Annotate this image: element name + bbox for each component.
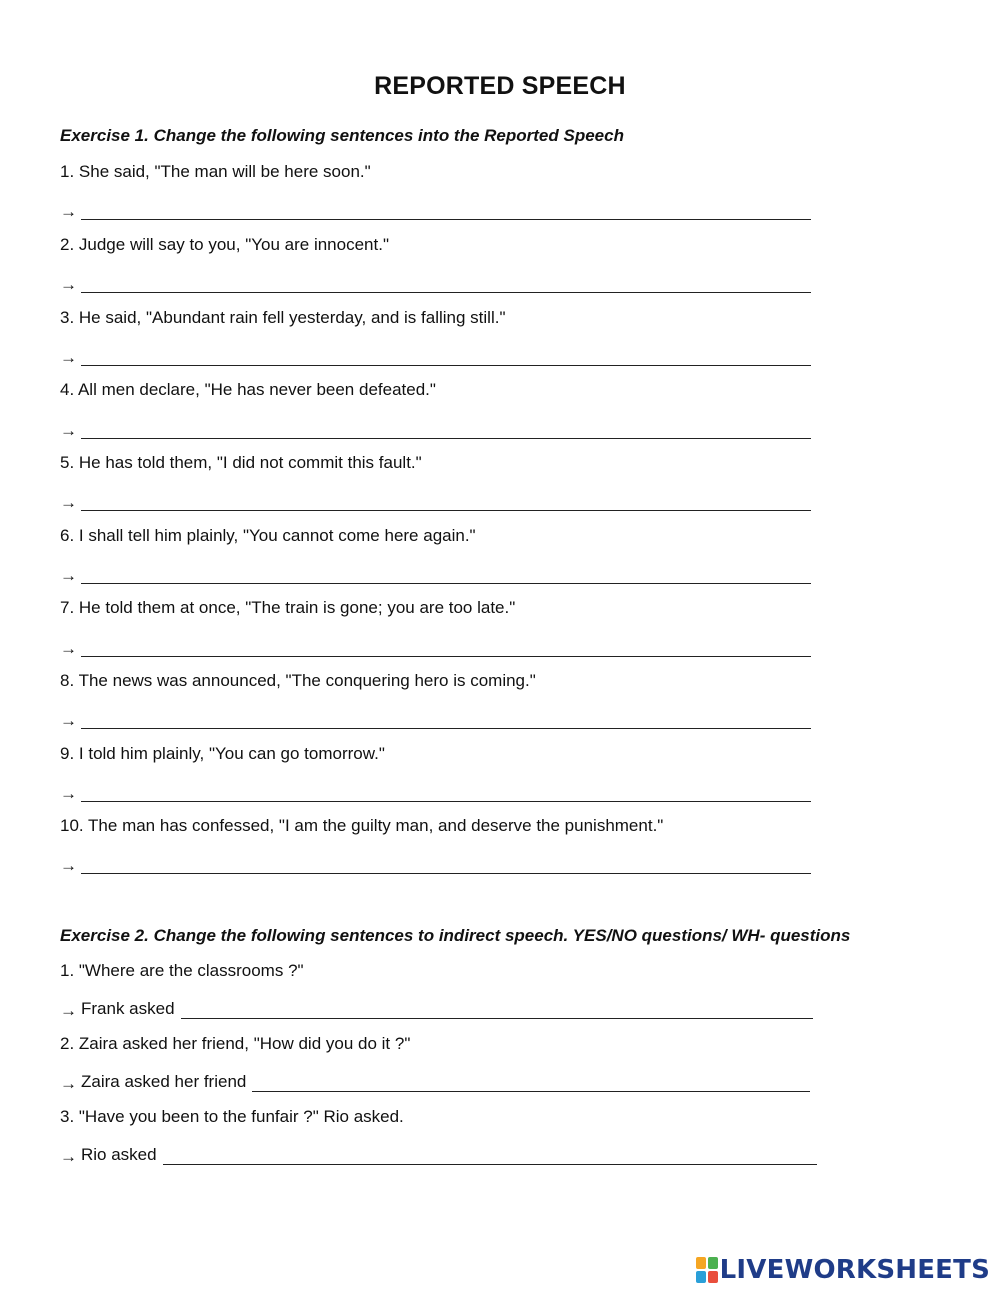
answer-blank-3[interactable] xyxy=(81,349,811,366)
arrow-icon: → xyxy=(60,856,77,875)
exercise-1-answer-row-4 xyxy=(60,417,811,439)
arrow-icon: → xyxy=(60,784,77,803)
exercise-1-answer-row-9 xyxy=(60,780,811,802)
arrow-icon: → xyxy=(60,493,77,512)
exercise-1-question-7: 7. He told them at once, "The train is gone; you are too late." xyxy=(60,598,516,617)
exercise-1-question-9: 9. I told him plainly, "You can go tomorrow." xyxy=(60,744,385,763)
exercise-2-heading: Exercise 2. Change the following sentences to indirect speech. YES/NO questions/ WH- questions xyxy=(60,926,851,945)
exercise-1-question-6: 6. I shall tell him plainly, "You cannot come here again." xyxy=(60,526,476,545)
answer-blank-9[interactable] xyxy=(81,785,811,802)
answer-blank-8[interactable] xyxy=(81,712,811,729)
arrow-icon: → xyxy=(60,202,77,221)
answer-blank-6[interactable] xyxy=(81,567,811,584)
exercise-2-answer-row-2 xyxy=(60,1070,810,1092)
answer-blank-10[interactable] xyxy=(81,857,811,874)
answer-blank-2-3[interactable] xyxy=(163,1148,817,1165)
exercise-1-question-4: 4. All men declare, "He has never been defeated." xyxy=(60,380,436,399)
answer-blank-2-1[interactable] xyxy=(181,1002,813,1019)
arrow-icon: → xyxy=(60,1074,77,1093)
exercise-2-question-1: 1. "Where are the classrooms ?" xyxy=(60,961,304,980)
arrow-icon: → xyxy=(60,1001,77,1020)
exercise-1-question-8: 8. The news was announced, "The conquering hero is coming." xyxy=(60,671,536,690)
exercise-2-answer-row-1 xyxy=(60,997,813,1019)
answer-blank-5[interactable] xyxy=(81,494,811,511)
exercise-2-question-2: 2. Zaira asked her friend, "How did you do it ?" xyxy=(60,1034,411,1053)
exercise-1-answer-row-10 xyxy=(60,852,811,874)
answer-prefix: Zaira asked her friend xyxy=(81,1072,247,1091)
answer-blank-2[interactable] xyxy=(81,276,811,293)
exercise-1-question-2: 2. Judge will say to you, "You are innocent." xyxy=(60,235,389,254)
exercise-1-answer-row-5 xyxy=(60,489,811,511)
arrow-icon: → xyxy=(60,639,77,658)
exercise-1-question-10: 10. The man has confessed, "I am the guilty man, and deserve the punishment." xyxy=(60,816,664,835)
exercise-1-question-1: 1. She said, "The man will be here soon." xyxy=(60,162,371,181)
arrow-icon: → xyxy=(60,348,77,367)
exercise-1-answer-row-7 xyxy=(60,635,811,657)
exercise-1-answer-row-8 xyxy=(60,707,811,729)
exercise-1-answer-row-1 xyxy=(60,198,811,220)
exercise-2-answer-row-3 xyxy=(60,1143,817,1165)
exercise-1-heading: Exercise 1. Change the following sentences into the Reported Speech xyxy=(60,126,624,145)
arrow-icon: → xyxy=(60,1147,77,1166)
logo-text: LIVEWORKSHEETS xyxy=(719,1255,990,1285)
exercise-1-answer-row-6 xyxy=(60,562,811,584)
answer-prefix: Frank asked xyxy=(81,999,175,1018)
answer-prefix: Rio asked xyxy=(81,1145,157,1164)
liveworksheets-logo-icon xyxy=(696,1257,718,1283)
arrow-icon: → xyxy=(60,421,77,440)
exercise-1-answer-row-3 xyxy=(60,344,811,366)
arrow-icon: → xyxy=(60,275,77,294)
exercise-1-question-3: 3. He said, "Abundant rain fell yesterday, and is falling still." xyxy=(60,308,506,327)
page-title: REPORTED SPEECH xyxy=(374,72,626,100)
arrow-icon: → xyxy=(60,711,77,730)
exercise-2-question-3: 3. "Have you been to the funfair ?" Rio asked. xyxy=(60,1107,404,1126)
exercise-1-question-5: 5. He has told them, "I did not commit this fault." xyxy=(60,453,422,472)
answer-blank-2-2[interactable] xyxy=(252,1075,810,1092)
liveworksheets-logo[interactable] xyxy=(696,1254,990,1286)
arrow-icon: → xyxy=(60,566,77,585)
answer-blank-1[interactable] xyxy=(81,203,811,220)
answer-blank-7[interactable] xyxy=(81,640,811,657)
answer-blank-4[interactable] xyxy=(81,422,811,439)
exercise-1-answer-row-2 xyxy=(60,271,811,293)
